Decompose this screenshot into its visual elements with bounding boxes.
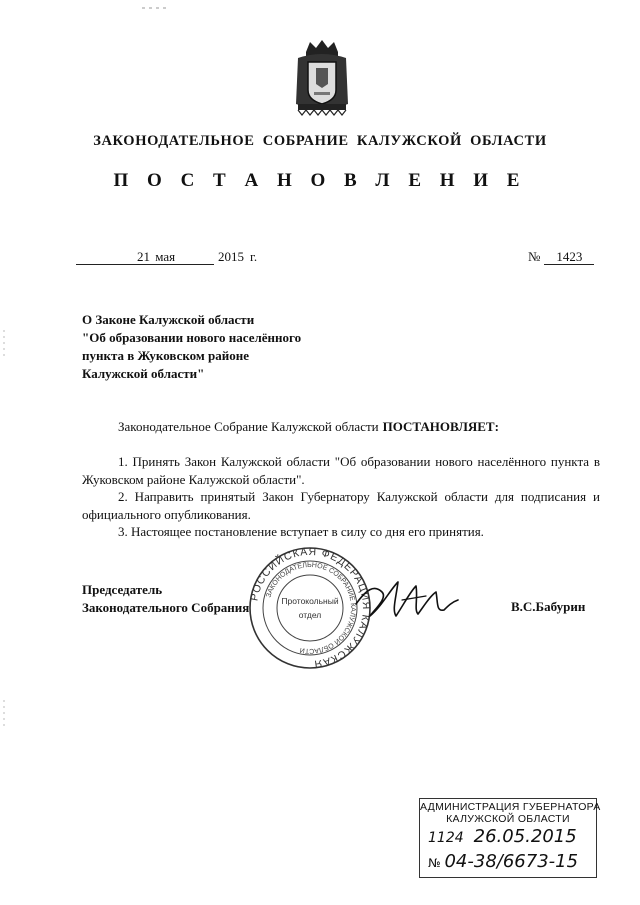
organization-title: ЗАКОНОДАТЕЛЬНОЕ СОБРАНИЕ КАЛУЖСКОЙ ОБЛАСТИ xyxy=(93,133,547,149)
stamp-number-sign: № xyxy=(428,856,441,870)
preamble-text: Законодательное Собрание Калужской области xyxy=(118,419,379,434)
preamble-decree-word: ПОСТАНОВЛЯЕТ: xyxy=(382,419,499,434)
date-month: мая xyxy=(152,250,214,265)
date-day: 21 xyxy=(76,250,152,265)
date-year-suffix: г. xyxy=(250,249,258,264)
stamp-handwritten-code: 1124 xyxy=(428,830,464,846)
seal-outer-text: РОССИЙСКАЯ ФЕДЕРАЦИЯ КАЛУЖСКАЯ xyxy=(248,546,372,670)
number-value: 1423 xyxy=(544,250,594,265)
subject-line: Калужской области" xyxy=(82,366,205,381)
resolution-item: 1. Принять Закон Калужской области "Об образовании нового населённого пункта в Жуковском районе Калужской области". xyxy=(82,454,600,487)
stamp-handwritten-number: 04-38/6673-15 xyxy=(444,851,579,872)
document-type-heading: П О С Т А Н О В Л Е Н И Е xyxy=(113,170,527,191)
signatory-role-line: Председатель xyxy=(82,582,163,597)
subject-line: "Об образовании нового населённого xyxy=(82,330,302,345)
date-year: 2015 xyxy=(218,249,244,264)
subject-line: О Законе Калужской области xyxy=(82,312,255,327)
resolution-item: 2. Направить принятый Закон Губернатору Калужской области для подписания и официального опубликования. xyxy=(82,489,600,522)
seal-center-line: отдел xyxy=(298,610,322,620)
stamp-header-line: КАЛУЖСКОЙ ОБЛАСТИ xyxy=(446,813,570,825)
signatory-name: В.С.Бабурин xyxy=(511,599,586,614)
resolution-item: 3. Настоящее постановление вступает в силу со дня его принятия. xyxy=(118,524,484,539)
subject-line: пункта в Жуковском районе xyxy=(82,348,250,363)
stamp-handwritten-date: 26.05.2015 xyxy=(473,826,577,847)
stamp-header-line: АДМИНИСТРАЦИЯ ГУБЕРНАТОРА xyxy=(420,801,601,813)
number-sign: № xyxy=(528,249,541,264)
seal-ring-text: ЗАКОНОДАТЕЛЬНОЕ СОБРАНИЕ КАЛУЖСКОЙ ОБЛАСТИ xyxy=(265,561,357,655)
seal-center-line: Протокольный xyxy=(281,596,339,606)
signatory-role-line: Законодательного Собрания xyxy=(82,600,250,615)
